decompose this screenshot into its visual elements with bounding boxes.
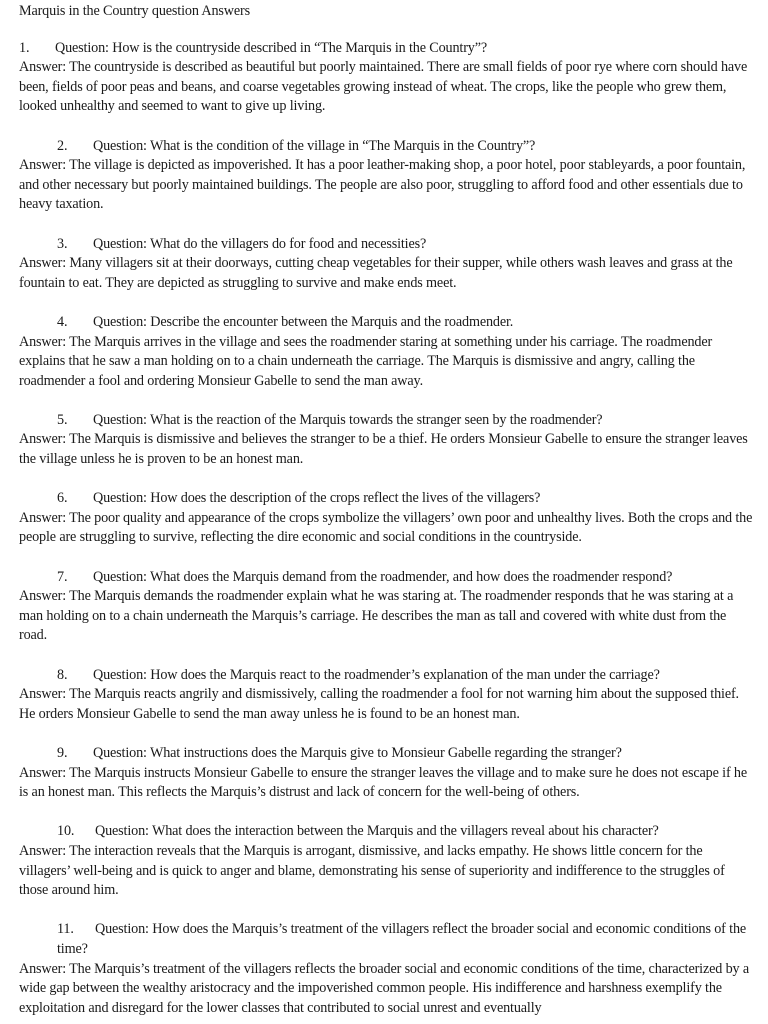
qa-item-6 [19,489,755,548]
question-number: 11. [57,921,74,938]
question-number: 6. [57,490,68,507]
question-number: 3. [57,235,68,252]
qa-item-9 [19,744,755,803]
answer-text: Answer: The Marquis arrives in the village and sees the roadmender staring at something under his carriage. The roadmender explains that he saw a man holding on to a chain underneath the carriage. The Marquis is dismissive and angry, calling the roadmender a fool and ordering Monsieur Gabelle to send the man away. [19,333,713,389]
question-line [19,235,755,255]
qa-item-5 [19,411,755,470]
answer-text: Answer: The Marquis reacts angrily and dismissively, calling the roadmender a fool for not warning him about the supposed thief. He orders Monsieur Gabelle to send the man away unless he is found to be an honest man. [19,686,739,722]
question-line [19,313,755,333]
document-title: Marquis in the Country question Answers [19,3,250,19]
question-line [19,39,755,59]
document-page [19,0,755,1024]
question-number: 9. [57,744,68,761]
question-line [19,411,755,431]
answer-text: Answer: The village is depicted as impoverished. It has a poor leather-making shop, a poor hotel, poor stableyards, a poor fountain, and other necessary but poorly maintained buildings. The people are also poor, struggling to afford food and other essentials due to heavy taxation. [19,157,746,213]
question-text: Question: Describe the encounter between the Marquis and the roadmender. [93,313,514,330]
question-number: 5. [57,411,68,428]
answer-text: Answer: The Marquis’s treatment of the villagers reflects the broader social and economic conditions of the time, characterized by a wide gap between the wealthy aristocracy and the impoverished common people. His indifference and harshness exemplify the exploitation and disregard for the lower classes that contributed to social unrest and eventually [19,960,750,1016]
question-line [19,489,755,509]
question-number: 7. [57,568,68,585]
answer-text: Answer: The poor quality and appearance of the crops symbolize the villagers’ own poor and unhealthy lives. Both the crops and the people are struggling to survive, reflecting the dire economic and social conditions in the countryside. [19,509,753,546]
question-line [19,666,755,686]
question-text: Question: What is the condition of the village in “The Marquis in the Country”? [93,137,536,154]
question-line [19,822,755,842]
question-line [19,137,755,157]
question-number: 10. [57,823,75,840]
question-line [19,568,755,588]
question-number: 8. [57,666,68,683]
question-text: Question: How does the description of the crops reflect the lives of the villagers? [93,490,541,507]
question-text: Question: What do the villagers do for food and necessities? [93,235,427,252]
question-text: Question: What instructions does the Marquis give to Monsieur Gabelle regarding the stranger? [93,744,622,761]
question-text: Question: What does the interaction between the Marquis and the villagers reveal about his character? [95,823,659,840]
qa-item-4 [19,313,755,391]
qa-item-2 [19,137,755,215]
answer-text: Answer: The Marquis instructs Monsieur Gabelle to ensure the stranger leaves the village and to make sure he does not escape if he is an honest man. This reflects the Marquis’s distrust and lack of concern for the well-being of others. [19,764,748,801]
qa-item-10 [19,822,755,900]
question-text: Question: How is the countryside described in “The Marquis in the Country”? [55,39,488,56]
question-number: 1. [19,39,30,56]
question-text: Question: How does the Marquis react to the roadmender’s explanation of the man under the carriage? [93,666,660,683]
qa-item-1 [19,39,755,117]
question-text: Question: How does the Marquis’s treatment of the villagers reflect the broader social and economic conditions of the time? [57,921,747,957]
answer-text: Answer: Many villagers sit at their doorways, cutting cheap vegetables for their supper, while others wash leaves and grass at the fountain to eat. They are depicted as struggling to survive and make ends meet. [19,255,733,291]
question-line [19,744,755,764]
question-text: Question: What does the Marquis demand from the roadmender, and how does the roadmender respond? [93,568,673,585]
question-text: Question: What is the reaction of the Marquis towards the stranger seen by the roadmender? [93,411,603,428]
question-number: 2. [57,137,68,154]
answer-text: Answer: The Marquis is dismissive and believes the stranger to be a thief. He orders Monsieur Gabelle to ensure the stranger leaves the village unless he is proven to be an honest man. [19,431,748,468]
qa-item-7 [19,568,755,646]
answer-text: Answer: The Marquis demands the roadmender explain what he was staring at. The roadmender responds that he was staring at a man holding on to a chain underneath the Marquis’s carriage. He describes the man as tall and covered with white dust from the road. [19,588,734,644]
qa-item-8 [19,666,755,725]
answer-text: Answer: The countryside is described as beautiful but poorly maintained. There are small fields of poor rye where corn should have been, fields of poor peas and beans, and coarse vegetables growing instead of wheat. The crops, like the people who grew them, looked unhealthy and seemed to want to give up living. [19,59,748,115]
question-line [19,920,755,959]
qa-item-11 [19,920,755,1018]
qa-item-3 [19,235,755,294]
question-number: 4. [57,313,68,330]
answer-text: Answer: The interaction reveals that the Marquis is arrogant, dismissive, and lacks empathy. He shows little concern for the villagers’ well-being and is quick to anger and blame, demonstrating his sense of superiority and indifference to the struggles of those around him. [19,842,725,899]
